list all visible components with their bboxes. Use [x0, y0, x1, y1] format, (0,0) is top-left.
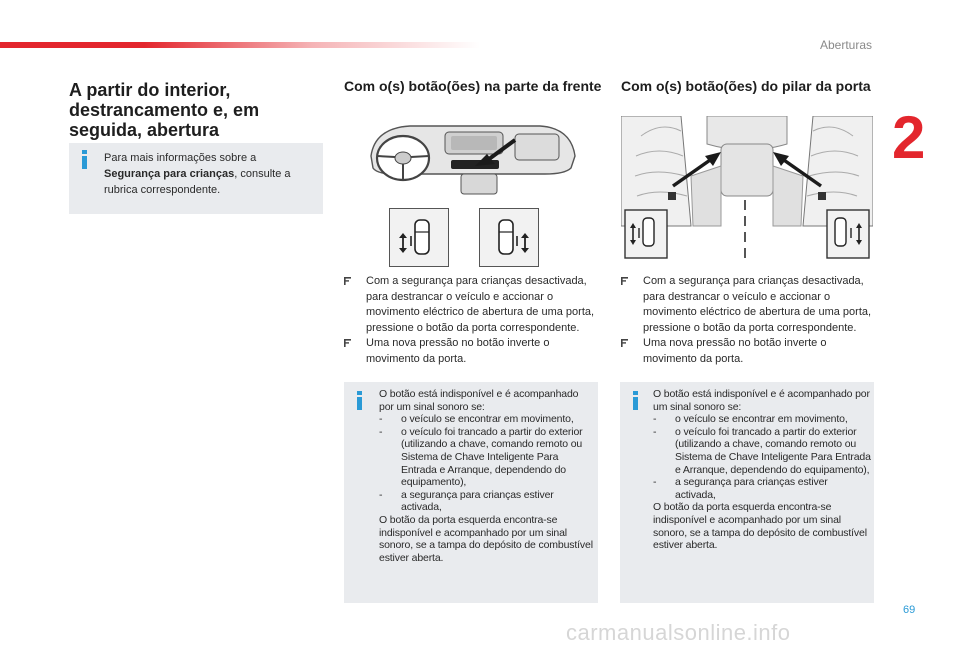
list-item: - a segurança para crianças estiver activada,: [653, 476, 828, 501]
note-item: o veículo se encontrar em movimento,: [675, 413, 848, 426]
dashboard-illustration: [365, 116, 580, 204]
note-item: o veículo se encontrar em movimento,: [401, 413, 574, 426]
bullet-text: Com a segurança para crianças desactivada, para destrancar o veículo e accionar o movimento eléctrico de abertura de uma porta, pressione o botão da porta correspondente.: [366, 275, 595, 334]
info-icon: [357, 391, 362, 410]
front-buttons-unavailable-note: [344, 382, 598, 603]
bullet-arrow-icon: [344, 339, 352, 347]
note-item: a segurança para crianças estiver activada,: [675, 476, 828, 501]
bullet-text: Uma nova pressão no botão inverte o movimento da porta.: [643, 337, 827, 365]
child-safety-note-text: [104, 150, 314, 198]
note-item: o veículo foi trancado a partir do exterior (utilizando a chave, comando remoto ou Sistema de Chave Inteligente Para Entrada e Arranque, dependendo do equipamento),: [401, 425, 583, 489]
unavailable-note-text: [379, 388, 595, 564]
bullet-arrow-icon: [344, 277, 352, 285]
front-buttons-heading: Com o(s) botão(ões) na parte da frente: [344, 78, 602, 94]
note-text-bold: Segurança para crianças: [104, 168, 235, 180]
list-item: - o veículo foi trancado a partir do exterior (utilizando a chave, comando remoto ou Sistema de Chave Inteligente Para Entrada e Arranque, dependendo do equipamento),: [653, 425, 871, 476]
bullet-text: Com a segurança para crianças desactivada, para destrancar o veículo e accionar o movimento eléctrico de abertura de uma porta, pressione o botão da porta correspondente.: [643, 275, 872, 334]
list-item: - a segurança para crianças estiver activada,: [379, 488, 554, 514]
pillar-buttons-instructions: [621, 274, 877, 367]
list-item: [344, 336, 600, 367]
unavailable-note-text: [653, 388, 871, 552]
front-door-buttons: [389, 208, 539, 267]
door-left-button-icon: [389, 208, 449, 267]
list-item: [621, 274, 877, 336]
note-outro: O botão da porta esquerda encontra-se indisponível e acompanhado por um sinal sonoro, se a tampa do depósito de combustível estiver aberta.: [653, 501, 867, 552]
note-item: a segurança para crianças estiver activada,: [401, 488, 554, 514]
pillar-buttons-heading: Com o(s) botão(ões) do pilar da porta: [621, 78, 871, 94]
bullet-arrow-icon: [621, 277, 629, 285]
note-intro: O botão está indisponível e é acompanhado por um sinal sonoro se:: [653, 388, 870, 413]
list-item: [621, 336, 877, 367]
info-icon: [633, 391, 638, 410]
note-text-start: Para mais informações sobre a: [104, 152, 257, 164]
section-title: Aberturas: [819, 38, 872, 52]
door-right-button-icon: [479, 208, 539, 267]
list-item: - o veículo se encontrar em movimento,: [653, 413, 848, 426]
note-outro: O botão da porta esquerda encontra-se indisponível e acompanhado por um sinal sonoro, se a tampa do depósito de combustível estiver aberta.: [379, 513, 593, 564]
door-left-button-icon: [625, 210, 667, 258]
door-right-button-icon: [827, 210, 869, 258]
bullet-text: Uma nova pressão no botão inverte o movimento da porta.: [366, 337, 550, 365]
child-safety-note: [69, 143, 323, 214]
list-item: - o veículo se encontrar em movimento,: [379, 413, 574, 426]
note-text-end: , consulte a rubrica correspondente.: [104, 168, 291, 196]
note-intro: O botão está indisponível e é acompanhado por um sinal sonoro se:: [379, 388, 579, 413]
note-item: o veículo foi trancado a partir do exterior (utilizando a chave, comando remoto ou Sistema de Chave Inteligente Para Entrada e Arranque, dependendo do equipamento),: [675, 425, 871, 476]
header-accent-bar: [0, 42, 480, 48]
info-icon: [82, 150, 87, 169]
watermark: carmanualsonline.info: [566, 620, 791, 645]
door-pillar-illustration: [621, 116, 873, 266]
page-number: 69: [903, 604, 916, 616]
page-title: A partir do interior, destrancamento e, em seguida, abertura: [69, 80, 260, 140]
chapter-number: 2: [892, 104, 926, 171]
pillar-buttons-unavailable-note: [620, 382, 874, 603]
list-item: - o veículo foi trancado a partir do exterior (utilizando a chave, comando remoto ou Sistema de Chave Inteligente Para Entrada e Arranque, dependendo do equipamento),: [379, 425, 583, 489]
bullet-arrow-icon: [621, 339, 629, 347]
list-item: [344, 274, 600, 336]
front-buttons-instructions: [344, 274, 600, 367]
